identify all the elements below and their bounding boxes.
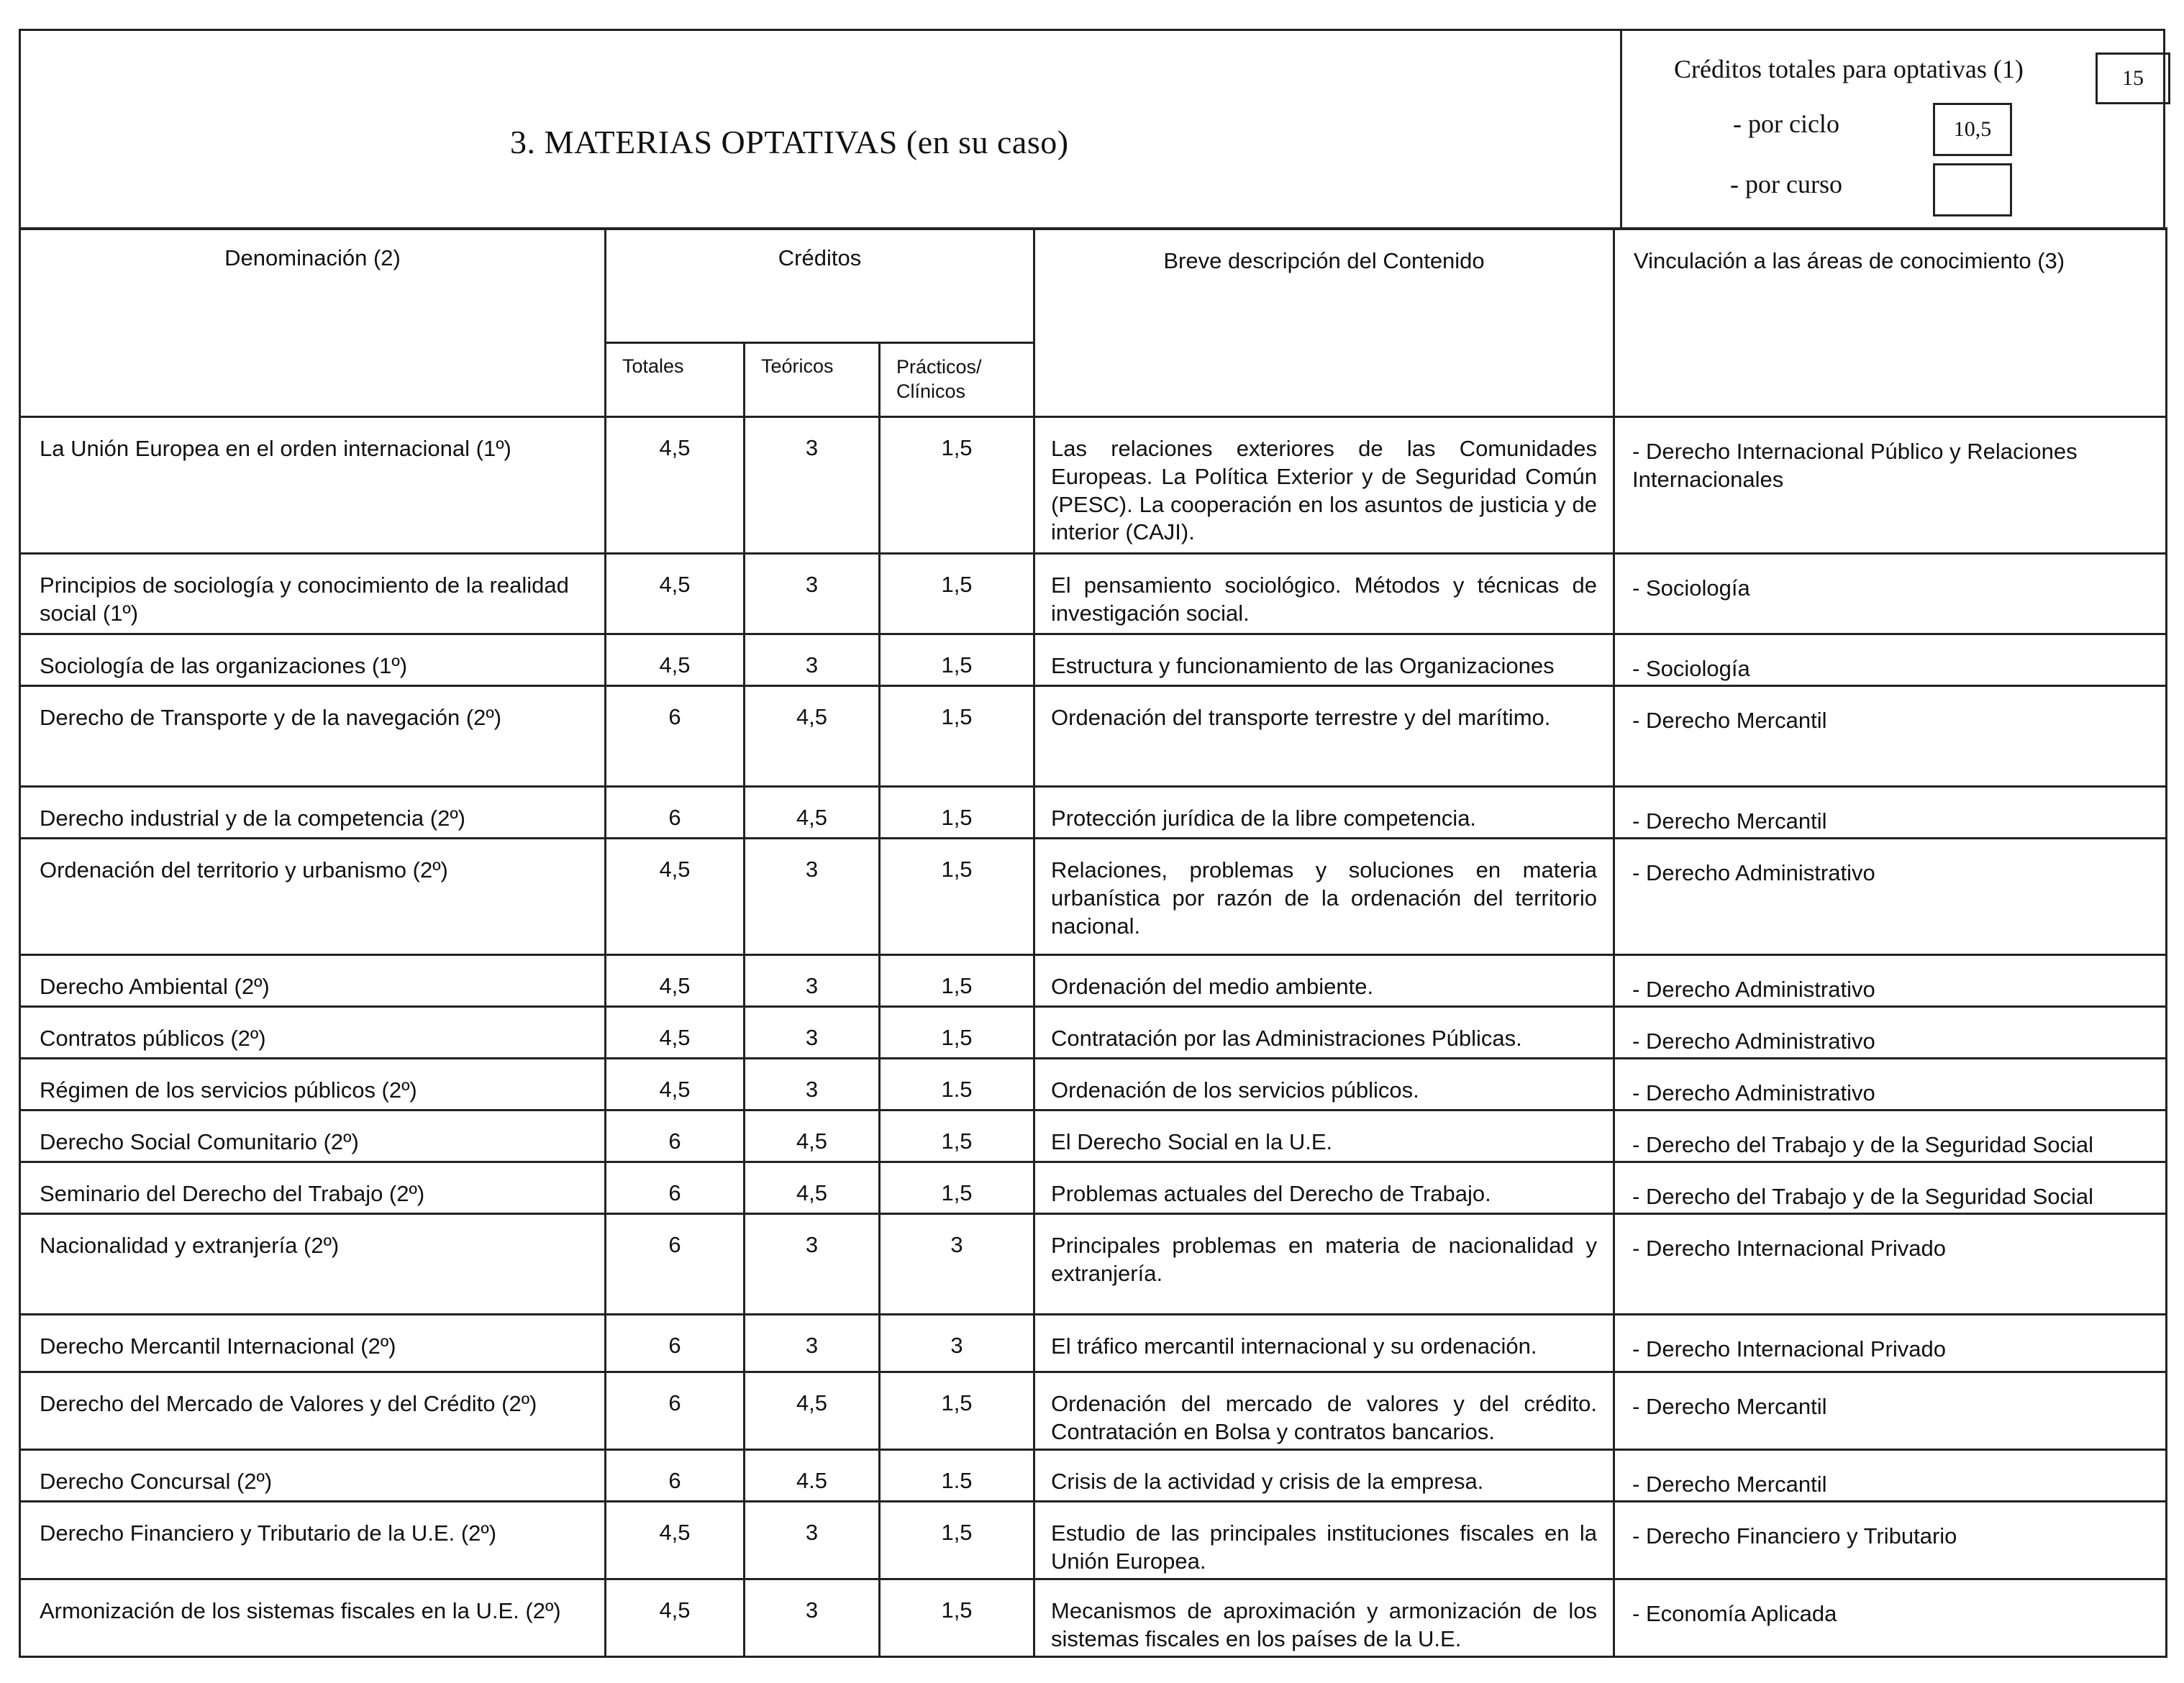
header-credits: Créditos <box>606 229 1034 343</box>
header-area: Vinculación a las áreas de conocimiento (3) <box>1614 229 2167 417</box>
credits-practical: 1,5 <box>880 1162 1034 1214</box>
subject-name: Derecho de Transporte y de la navegación (2º) <box>20 686 606 787</box>
credits-totals: 6 <box>606 787 745 839</box>
page-title: 3. MATERIAS OPTATIVAS (en su caso) <box>510 124 1069 160</box>
knowledge-area: - Derecho Internacional Público y Relaciones Internacionales <box>1614 417 2167 554</box>
credits-totals: 4,5 <box>606 554 745 634</box>
credits-theoretical: 3 <box>745 417 880 554</box>
subject-name: Derecho Ambiental (2º) <box>20 955 606 1007</box>
credits-theoretical: 3 <box>745 955 880 1007</box>
per-cycle-box <box>1933 103 2012 156</box>
credits-practical: 3 <box>880 1214 1034 1315</box>
credits-totals: 4,5 <box>606 1059 745 1110</box>
knowledge-area: - Economía Aplicada <box>1614 1579 2167 1657</box>
subject-name: Armonización de los sistemas fiscales en la U.E. (2º) <box>20 1579 606 1657</box>
content-description: Problemas actuales del Derecho de Trabajo. <box>1034 1162 1614 1214</box>
credits-totals: 6 <box>606 1450 745 1502</box>
table-row <box>20 1315 2167 1372</box>
credits-totals: 4,5 <box>606 955 745 1007</box>
table-row <box>20 1450 2167 1502</box>
credits-theoretical: 4,5 <box>745 686 880 787</box>
subject-name: Derecho Social Comunitario (2º) <box>20 1110 606 1162</box>
subject-name: Derecho Concursal (2º) <box>20 1450 606 1502</box>
knowledge-area: - Derecho Financiero y Tributario <box>1614 1502 2167 1579</box>
content-description: Estudio de las principales instituciones fiscales en la Unión Europea. <box>1034 1502 1614 1579</box>
table-row <box>20 1059 2167 1110</box>
subject-name: Sociología de las organizaciones (1º) <box>20 634 606 686</box>
credits-totals: 6 <box>606 1372 745 1450</box>
knowledge-area: - Derecho Mercantil <box>1614 787 2167 839</box>
header-theoretical: Teóricos <box>745 343 880 417</box>
content-description: El Derecho Social en la U.E. <box>1034 1110 1614 1162</box>
credits-theoretical: 3 <box>745 1502 880 1579</box>
table-row <box>20 634 2167 686</box>
credits-practical: 3 <box>880 1315 1034 1372</box>
per-course-box <box>1933 163 2012 216</box>
credits-practical: 1,5 <box>880 634 1034 686</box>
per-cycle-value: 10,5 <box>1953 117 1992 141</box>
content-description: El tráfico mercantil internacional y su ordenación. <box>1034 1315 1614 1372</box>
content-description: Ordenación del medio ambiente. <box>1034 955 1614 1007</box>
content-description: Mecanismos de aproximación y armonización de los sistemas fiscales en los países de la U.E. <box>1034 1579 1614 1657</box>
content-description: Contratación por las Administraciones Públicas. <box>1034 1007 1614 1059</box>
subject-name: Principios de sociología y conocimiento de la realidad social (1º) <box>20 554 606 634</box>
knowledge-area: - Sociología <box>1614 634 2167 686</box>
table-row <box>20 1579 2167 1657</box>
knowledge-area: - Derecho Internacional Privado <box>1614 1214 2167 1315</box>
knowledge-area: - Derecho del Trabajo y de la Seguridad Social <box>1614 1162 2167 1214</box>
credits-practical: 1,5 <box>880 1502 1034 1579</box>
credits-totals: 4,5 <box>606 417 745 554</box>
header-totals: Totales <box>606 343 745 417</box>
credits-totals: 4,5 <box>606 1007 745 1059</box>
credits-theoretical: 3 <box>745 1007 880 1059</box>
credits-theoretical: 3 <box>745 1059 880 1110</box>
credits-summary <box>1622 31 2163 228</box>
credits-theoretical: 4,5 <box>745 1372 880 1450</box>
credits-totals: 6 <box>606 1110 745 1162</box>
subject-name: Derecho Financiero y Tributario de la U.E. (2º) <box>20 1502 606 1579</box>
content-description: Estructura y funcionamiento de las Organizaciones <box>1034 634 1614 686</box>
credits-total-label: Créditos totales para optativas (1) <box>1674 55 2024 83</box>
per-course-label: - por curso <box>1730 170 1842 199</box>
subject-name: Contratos públicos (2º) <box>20 1007 606 1059</box>
subject-name: Derecho Mercantil Internacional (2º) <box>20 1315 606 1372</box>
credits-practical: 1,5 <box>880 1007 1034 1059</box>
knowledge-area: - Derecho Administrativo <box>1614 1007 2167 1059</box>
knowledge-area: - Derecho Mercantil <box>1614 1450 2167 1502</box>
credits-totals: 6 <box>606 1315 745 1372</box>
credits-theoretical: 3 <box>745 554 880 634</box>
content-description: Principales problemas en materia de nacionalidad y extranjería. <box>1034 1214 1614 1315</box>
knowledge-area: - Derecho Administrativo <box>1614 955 2167 1007</box>
header-practical: Prácticos/ Clínicos <box>880 343 1034 417</box>
credits-practical: 1,5 <box>880 1579 1034 1657</box>
table-row <box>20 554 2167 634</box>
credits-total-value: 15 <box>2122 66 2144 90</box>
table-row <box>20 839 2167 955</box>
credits-theoretical: 4,5 <box>745 1110 880 1162</box>
credits-theoretical: 3 <box>745 839 880 955</box>
content-description: Ordenación de los servicios públicos. <box>1034 1059 1614 1110</box>
knowledge-area: - Derecho Internacional Privado <box>1614 1315 2167 1372</box>
subject-name: Régimen de los servicios públicos (2º) <box>20 1059 606 1110</box>
knowledge-area: - Sociología <box>1614 554 2167 634</box>
credits-practical: 1,5 <box>880 417 1034 554</box>
credits-theoretical: 3 <box>745 1214 880 1315</box>
credits-practical: 1.5 <box>880 1450 1034 1502</box>
credits-practical: 1,5 <box>880 686 1034 787</box>
credits-totals: 4,5 <box>606 1502 745 1579</box>
credits-totals: 4,5 <box>606 1579 745 1657</box>
credits-totals: 4,5 <box>606 839 745 955</box>
knowledge-area: - Derecho Administrativo <box>1614 839 2167 955</box>
knowledge-area: - Derecho Mercantil <box>1614 686 2167 787</box>
credits-theoretical: 3 <box>745 1315 880 1372</box>
credits-theoretical: 4.5 <box>745 1450 880 1502</box>
credits-practical: 1,5 <box>880 1110 1034 1162</box>
content-description: Relaciones, problemas y soluciones en materia urbanística por razón de la ordenación del territorio nacional. <box>1034 839 1614 955</box>
content-description: Las relaciones exteriores de las Comunidades Europeas. La Política Exterior y de Seguridad Común (PESC). La cooperación en los asuntos de justicia y de interior (CAJI). <box>1034 417 1614 554</box>
credits-practical: 1,5 <box>880 1372 1034 1450</box>
credits-practical: 1,5 <box>880 955 1034 1007</box>
credits-totals: 6 <box>606 1214 745 1315</box>
table-row <box>20 1162 2167 1214</box>
table-row <box>20 787 2167 839</box>
knowledge-area: - Derecho Administrativo <box>1614 1059 2167 1110</box>
header-block <box>19 29 2165 230</box>
credits-practical: 1.5 <box>880 1059 1034 1110</box>
content-description: Crisis de la actividad y crisis de la empresa. <box>1034 1450 1614 1502</box>
table-row <box>20 686 2167 787</box>
table-row <box>20 1214 2167 1315</box>
table-row <box>20 1502 2167 1579</box>
optional-subjects-table <box>19 227 2167 1658</box>
credits-totals: 6 <box>606 1162 745 1214</box>
header-name: Denominación (2) <box>20 229 606 417</box>
credits-practical: 1,5 <box>880 554 1034 634</box>
header-description: Breve descripción del Contenido <box>1034 229 1614 417</box>
credits-totals: 4,5 <box>606 634 745 686</box>
subject-name: Derecho del Mercado de Valores y del Crédito (2º) <box>20 1372 606 1450</box>
credits-theoretical: 4,5 <box>745 787 880 839</box>
table-row <box>20 1372 2167 1450</box>
table-body <box>20 417 2167 1657</box>
content-description: Ordenación del transporte terrestre y del marítimo. <box>1034 686 1614 787</box>
credits-practical: 1,5 <box>880 787 1034 839</box>
content-description: El pensamiento sociológico. Métodos y técnicas de investigación social. <box>1034 554 1614 634</box>
credits-practical: 1,5 <box>880 839 1034 955</box>
table-row <box>20 955 2167 1007</box>
title-cell <box>21 31 1622 228</box>
subject-name: La Unión Europea en el orden internacional (1º) <box>20 417 606 554</box>
content-description: Protección jurídica de la libre competencia. <box>1034 787 1614 839</box>
credits-totals: 6 <box>606 686 745 787</box>
table-row <box>20 1110 2167 1162</box>
per-cycle-label: - por ciclo <box>1733 109 1839 138</box>
subject-name: Derecho industrial y de la competencia (2º) <box>20 787 606 839</box>
table-row <box>20 1007 2167 1059</box>
table-row <box>20 417 2167 554</box>
subject-name: Ordenación del territorio y urbanismo (2º) <box>20 839 606 955</box>
credits-total-box <box>2096 53 2170 104</box>
knowledge-area: - Derecho Mercantil <box>1614 1372 2167 1450</box>
credits-theoretical: 3 <box>745 1579 880 1657</box>
subject-name: Nacionalidad y extranjería (2º) <box>20 1214 606 1315</box>
knowledge-area: - Derecho del Trabajo y de la Seguridad Social <box>1614 1110 2167 1162</box>
credits-theoretical: 3 <box>745 634 880 686</box>
subject-name: Seminario del Derecho del Trabajo (2º) <box>20 1162 606 1214</box>
credits-theoretical: 4,5 <box>745 1162 880 1214</box>
content-description: Ordenación del mercado de valores y del crédito. Contratación en Bolsa y contratos bancarios. <box>1034 1372 1614 1450</box>
